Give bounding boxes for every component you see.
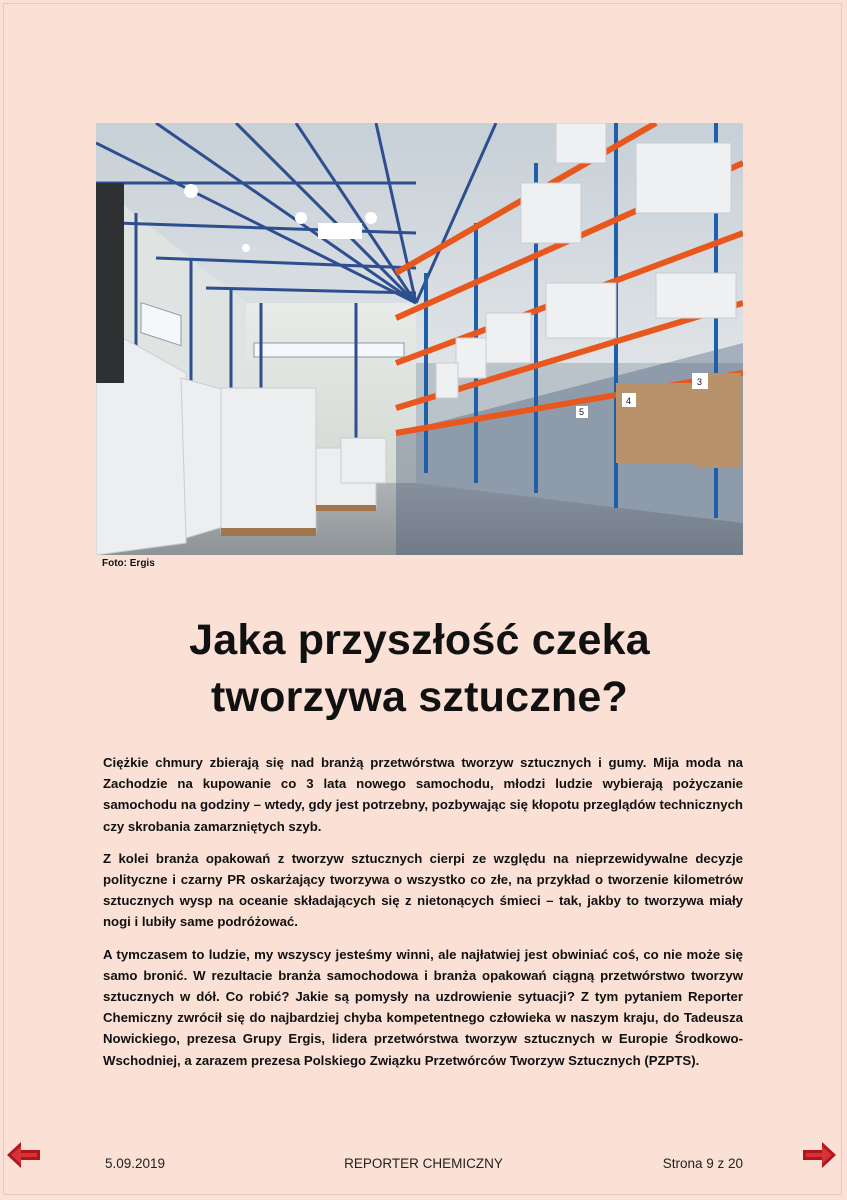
article-body: [103, 752, 743, 1082]
rack-number-4: 4: [626, 396, 632, 406]
article-paragraph: Ciężkie chmury zbierają się nad branżą przetwórstwa tworzyw sztucznych i gumy. Mija moda na Zachodzie na kupowanie co 3 lata nowego samochodu, młodzi ludzie wybierają pożyczanie samochodu na godziny – wtedy, gdy jest potrzebny, pozbywając się kłopotu przeglądów technicznych czy skrobania zamarzniętych szyb.: [103, 755, 743, 834]
article-paragraph: Z kolei branża opakowań z tworzyw sztucznych cierpi ze względu na nieprzewidywalne decyzje polityczne i czarny PR oskarżający tworzywa o wszystko co złe, na przykład o tworzenie kilometrów sztucznych wysp na oceanie składających się z nietonących śmieci – tak, jakby to tworzywa miały nogi i lubiły same podróżować.: [103, 850, 743, 930]
rack-number-5: 5: [579, 407, 585, 417]
warehouse-photo: [96, 123, 743, 555]
article-title: [96, 612, 743, 726]
photo-caption: Foto: Ergis: [102, 558, 155, 569]
footer-page-number: Strona 9 z 20: [662, 1156, 743, 1171]
rack-number-3: 3: [697, 377, 703, 387]
article-title-line1: Jaka przyszłość czeka: [189, 616, 650, 664]
footer-publication: REPORTER CHEMICZNY: [344, 1156, 503, 1171]
footer-date: 5.09.2019: [105, 1156, 166, 1171]
article-title-line2: tworzywa sztuczne?: [211, 673, 628, 721]
article-paragraph: A tymczasem to ludzie, my wszyscy jesteśmy winni, ale najłatwiej jest obwiniać coś, co nie może się samo bronić. W rezultacie branża samochodowa i branża opakowań ciągną przetwórstwo tworzyw sztucznych w dół. Co robić? Jakie są pomysły na uzdrowienie sytuacji? Z tym pytaniem Reporter Chemiczny zwrócił się do najbardziej chyba kompetentnego człowieka w naszym kraju, do Tadeusza Nowickiego, prezesa Grupy Ergis, lidera przetwórstwa tworzyw sztucznych w Europie Środkowo-Wschodniej, a zarazem prezesa Polskiego Związku Przetwórców Tworzyw Sztucznych (PZPTS).: [103, 946, 743, 1068]
